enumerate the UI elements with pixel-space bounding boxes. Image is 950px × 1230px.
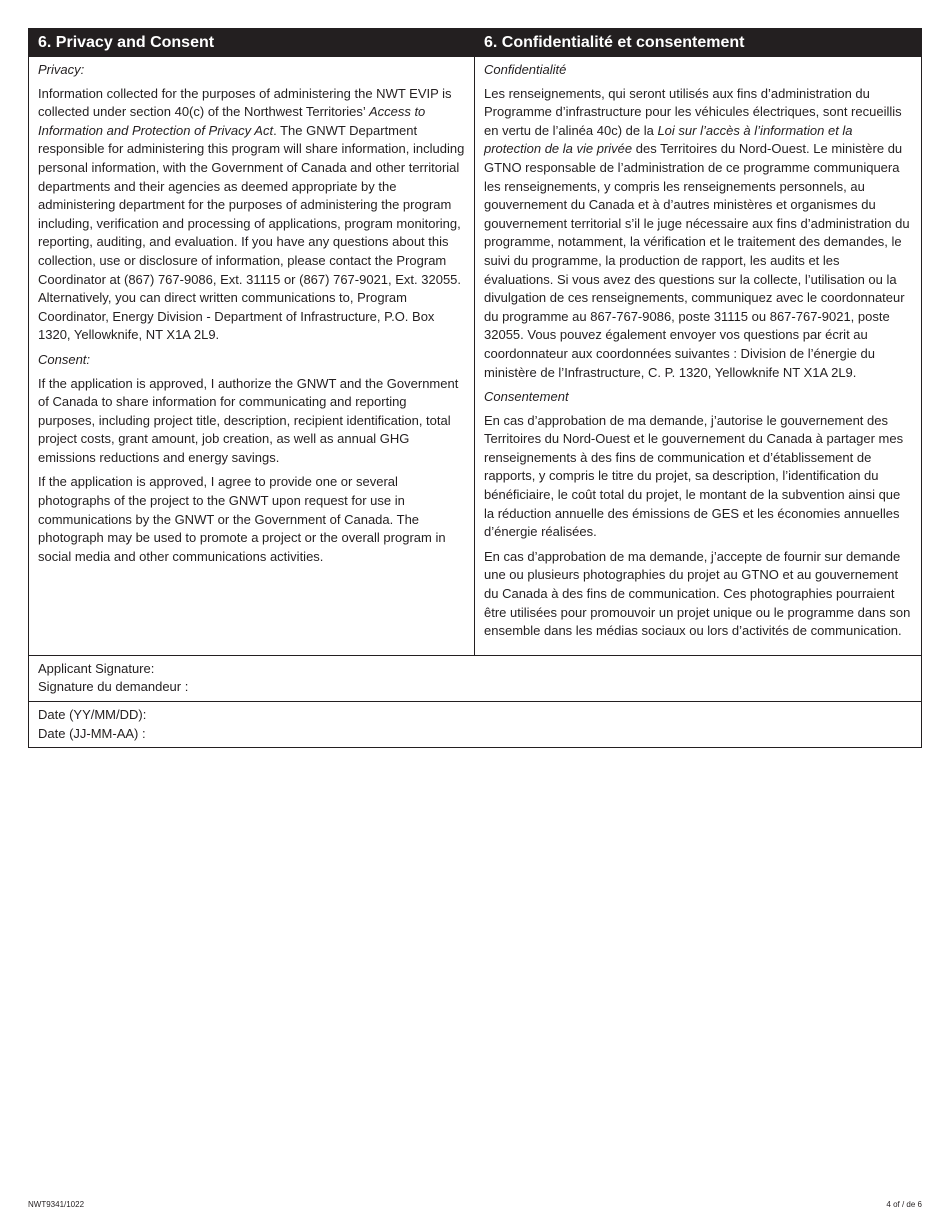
privacy-text-en-2: . The GNWT Department responsible for administering this program will share information, including personal information, with the Government of Canada and other territorial departments and their agencies as deemed appropriate by the administering department for the purposes of administering the program including, verification and processing of applications, program monitoring, reporting, auditing, and evaluation. If you have any questions about this collection, use or disclosure of information, please contact the Program Coordinator at (867) 767-9086, Ext. 31115 or (867) 767-9021, Ext. 32055. Alternatively, you can direct written communications to, Program Coordinator, Energy Division - Department of Infrastructure, P.O. Box 1320, Yellowknife, NT X1A 2L9. xyxy=(38,122,465,343)
date-label-fr: Date (JJ-MM-AA) : xyxy=(38,725,146,741)
section-body xyxy=(29,57,921,656)
signature-label-en: Applicant Signature: xyxy=(38,660,155,676)
consent-heading-en: Consent: xyxy=(38,351,91,367)
privacy-consent-form xyxy=(28,28,922,748)
privacy-text-fr-2: des Territoires du Nord-Ouest. Le ministère du GTNO responsable de l’administration de ce programme communiquera les renseignements, y compris les renseignements personnels, au gouvernement du Canada et à d’autres ministères et organismes du gouvernement territorial s’il le juge nécessaire aux fins d’administration du programme, notamment, la vérification et le traitement des demandes, le suivi du programme, la production de rapport, les audits et les évaluations. Si vous avez des questions sur la collecte, l’utilisation ou la divulgation de ces renseignements, communiquez avec le coordonnateur du programme au 867-767-9086, poste 31115 ou 867-767-9021, poste 32055. Vous pouvez également envoyer vos questions par écrit au coordonnateur aux coordonnées suivantes : Division de l’énergie du ministère de l’Infrastructure, C. P. 1320, Yellowknife NT X1A 2L9. xyxy=(484,141,910,380)
consent-paragraph-en-2: If the application is approved, I agree to provide one or several photographs of the project to the GNWT upon request for use in communications by the GNWT or the Government of Canada. The photograph may be used to promote a project or the overall program in social media and other communications activities. xyxy=(38,474,446,564)
signature-label-fr: Signature du demandeur : xyxy=(38,679,189,695)
consent-heading-fr: Consentement xyxy=(484,389,569,405)
section-title-fr: 6. Confidentialité et consentement xyxy=(484,34,745,51)
section-header xyxy=(29,29,921,57)
privacy-text-fr-1: Les renseignements, qui seront utilisés aux fins d’administration du Programme d’infrastructure pour les véhicules électriques, sont recueillis en vertu de l’alinéa 40c) de la xyxy=(484,85,902,138)
date-label-en: Date (YY/MM/DD): xyxy=(38,707,147,722)
applicant-signature-field[interactable] xyxy=(29,656,921,701)
date-field[interactable] xyxy=(29,701,921,747)
french-column xyxy=(475,57,921,655)
consent-paragraph-fr-2: En cas d’approbation de ma demande, j’accepte de fournir sur demande une ou plusieurs photographies du projet au GTNO et au gouvernement du Canada à des fins de communication. Ces photographies pourraient être utilisées pour promouvoir un projet unique ou le programme dans son ensemble dans les médias sociaux ou lors d’activités de communication. xyxy=(484,548,911,639)
english-column xyxy=(29,57,475,655)
privacy-paragraph-en xyxy=(38,85,465,345)
privacy-act-fr: Loi sur l’accès à l’information et la protection de la vie privée xyxy=(484,122,853,157)
consent-paragraph-en-1: If the application is approved, I authorize the GNWT and the Government of Canada to share information for communicating and reporting purposes, including project title, description, recipient identification, total project costs, grant amount, job creation, as well as annual GHG emissions reductions and energy savings. xyxy=(38,375,459,465)
page-number: 4 of / de 6 xyxy=(886,1200,922,1209)
form-number: NWT9341/1022 xyxy=(28,1200,85,1209)
consent-paragraph-fr-1: En cas d’approbation de ma demande, j’autorise le gouvernement des Territoires du Nord-Ouest et le gouvernement du Canada à partager mes renseignements à des fins de communication et d’établissement de rapports, y compris le titre du projet, sa description, l’identification du bénéficiaire, le coût total du projet, le montant de la subvention ainsi que la réduction annuelle des émissions de GES et les économies annuelles d’énergie réalisées. xyxy=(484,412,904,540)
privacy-heading-en: Privacy: xyxy=(38,62,85,77)
privacy-paragraph-fr xyxy=(484,85,912,383)
privacy-act-en: Access to Information and Protection of Privacy Act xyxy=(38,104,426,138)
privacy-text-en-1: Information collected for the purposes of administering the NWT EVIP is collected under section 40(c) of the Northwest Territories’ xyxy=(38,85,452,120)
privacy-heading-fr: Confidentialité xyxy=(484,62,567,77)
section-title-en: 6. Privacy and Consent xyxy=(38,34,215,51)
